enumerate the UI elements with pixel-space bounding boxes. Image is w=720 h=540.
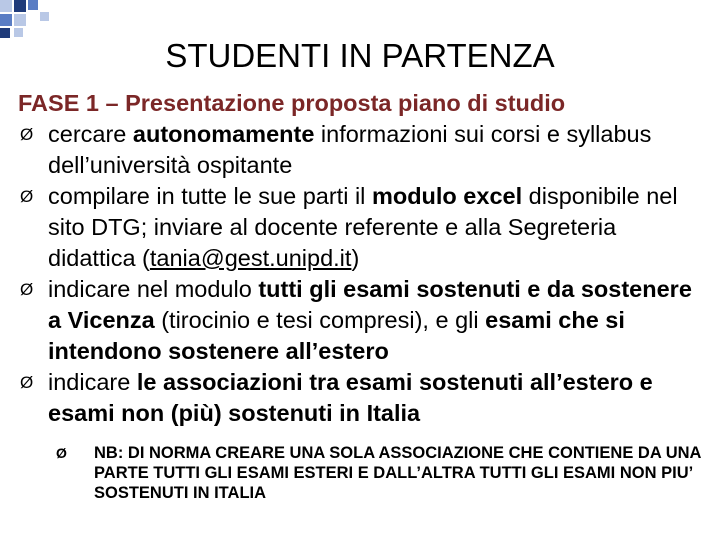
text: compilare in tutte le sue parti il (48, 183, 372, 209)
slide-title: STUDENTI IN PARTENZA (165, 37, 555, 74)
slide-content (18, 88, 708, 503)
text: cercare (48, 121, 133, 147)
bold-text: modulo excel (371, 183, 523, 209)
sub-bullet-list (56, 443, 708, 503)
arrow-bullet-icon: Ø (20, 280, 34, 299)
bullet-item (18, 367, 708, 429)
bold-text: le associazioni tra esami sostenuti all’estero e esami non (più) sostenuti in Italia (48, 369, 653, 426)
bullet-list (18, 119, 708, 429)
note-item (56, 443, 708, 503)
decor-square (40, 12, 49, 21)
email-link[interactable]: tania@gest.unipd.it (149, 245, 352, 271)
note-text: NB: DI NORMA CREARE UNA SOLA ASSOCIAZIONE CHE CONTIENE DA UNA PARTE TUTTI GLI ESAMI ESTERI E DALL’ALTRA TUTTI GLI ESAMI NON PIU’ SOSTENUTI IN ITALIA (94, 444, 701, 502)
decor-square (28, 0, 38, 10)
phase-heading: FASE 1 – Presentazione proposta piano di studio (18, 90, 566, 116)
bullet-item (18, 119, 708, 181)
text: disponibile nel sito DTG; inviare al docente referente e alla Segreteria didattica ( (48, 183, 678, 271)
decor-square (0, 14, 12, 26)
bold-text: autonomamente (132, 121, 315, 147)
text: informazioni sui corsi e syllabus dell’università ospitante (48, 121, 652, 178)
arrow-bullet-icon: Ø (20, 187, 34, 206)
bullet-item (18, 274, 708, 367)
text: indicare (48, 369, 137, 395)
arrow-bullet-icon: Ø (20, 125, 34, 144)
text: (tirocinio e tesi compresi), e gli (154, 307, 486, 333)
decor-square (14, 0, 26, 12)
arrow-bullet-icon: Ø (56, 445, 67, 461)
bold-text: tutti gli esami sostenuti e da sostenere a Vicenza (48, 276, 692, 333)
text: ) (351, 245, 360, 271)
decor-square (0, 0, 12, 12)
decor-square (14, 14, 26, 26)
arrow-bullet-icon: Ø (20, 373, 34, 392)
bold-text: esami che si intendono sostenere all’estero (48, 307, 625, 364)
bullet-item (18, 181, 708, 274)
text: indicare nel modulo (48, 276, 259, 302)
